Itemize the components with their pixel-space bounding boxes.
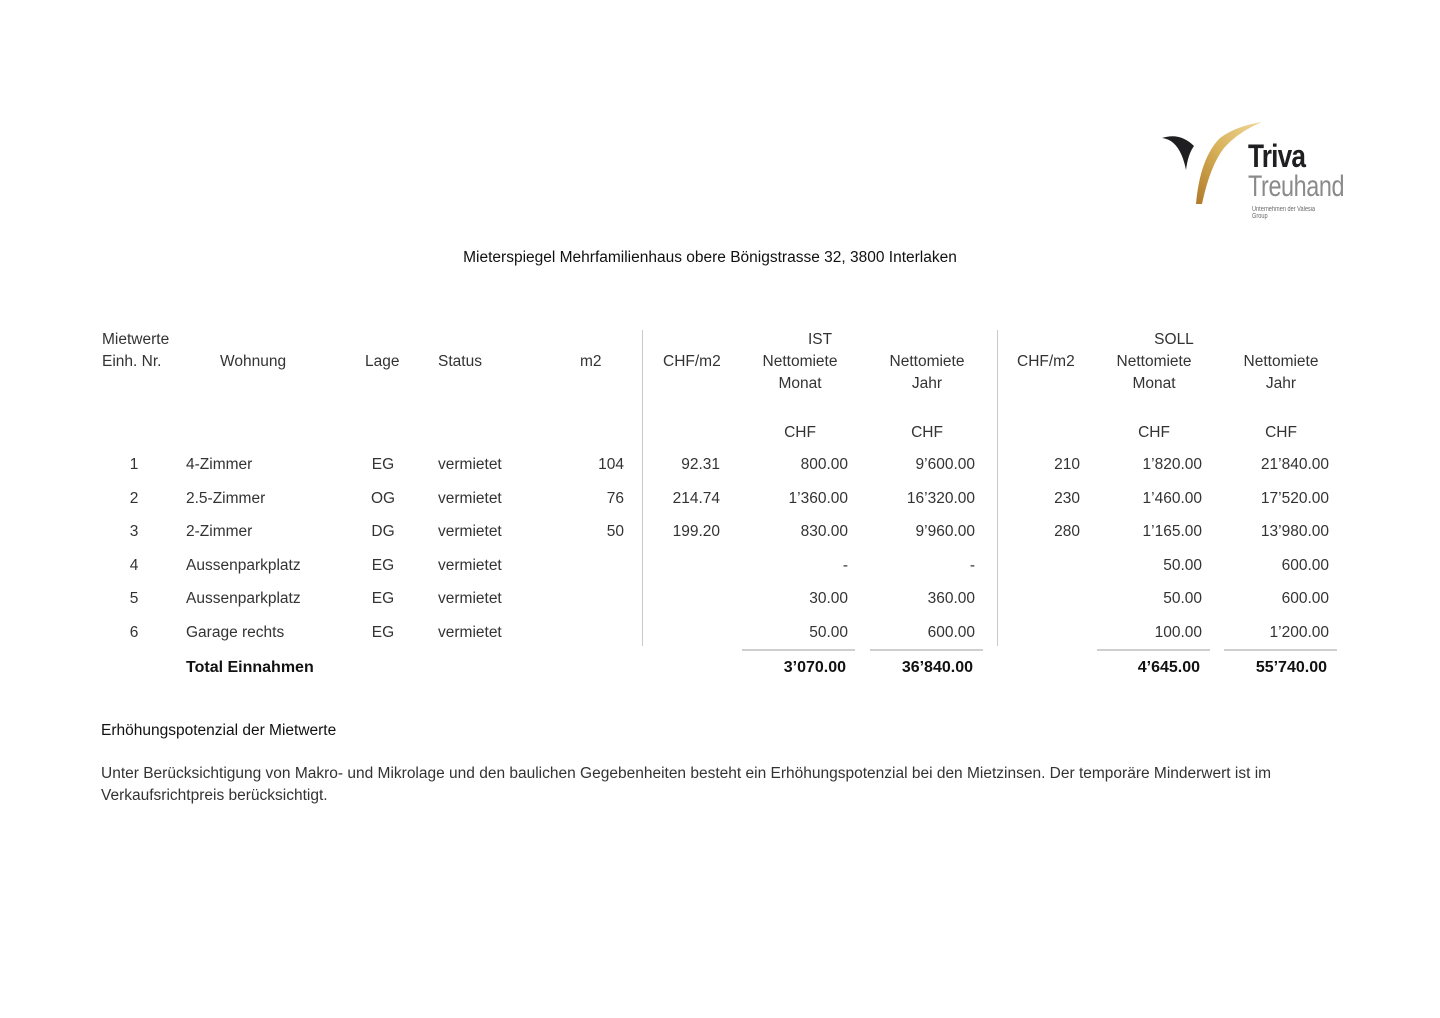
total-ist-jahr: 36’840.00 (901, 659, 973, 676)
section-body: Unter Berücksichtigung von Makro- und Mikrolage und den baulichen Gegebenheiten besteht ein Erhöhungspotenzial bei den Mietzinsen. Der temporäre Minderwert ist im Verkaufsrichtpreis berücksichtigt. (101, 765, 1272, 804)
cell-ist-chf-m2: 199.20 (672, 523, 720, 541)
cell-soll-jahr: 17’520.00 (1260, 489, 1329, 507)
header-ist-jahr-currency: CHF (911, 424, 943, 441)
header-wohnung: Wohnung (220, 353, 287, 370)
sum-line-soll-jahr (1224, 649, 1337, 651)
header-ist-monat-line2: Monat (778, 375, 822, 392)
total-soll-monat: 4’645.00 (1137, 659, 1200, 676)
total-soll-jahr: 55’740.00 (1255, 659, 1327, 676)
cell-status: vermietet (438, 456, 502, 473)
header-mietwerte: Mietwerte (102, 331, 170, 348)
cell-ist-jahr: - (969, 556, 975, 574)
header-soll-jahr-line2: Jahr (1265, 375, 1297, 392)
cell-lage: DG (371, 523, 395, 541)
header-ist-jahr-line2: Jahr (911, 375, 943, 392)
cell-lage: OG (370, 489, 396, 507)
cell-status: vermietet (438, 523, 502, 541)
cell-ist-monat: - (842, 556, 848, 574)
cell-ist-monat: 800.00 (800, 456, 848, 473)
cell-m2: 104 (598, 456, 624, 473)
sum-line-ist-jahr (870, 649, 983, 651)
header-einh-nr: Einh. Nr. (102, 353, 162, 370)
cell-soll-chf-m2: 230 (1054, 489, 1080, 507)
sum-line-soll-monat (1097, 649, 1210, 651)
column-divider-ist (642, 330, 643, 646)
cell-wohnung: 2.5-Zimmer (186, 489, 266, 507)
cell-status: vermietet (438, 556, 502, 574)
cell-ist-jahr: 9’600.00 (915, 456, 975, 473)
document-title: Mieterspiegel Mehrfamilienhaus obere Bönigstrasse 32, 3800 Interlaken (463, 249, 957, 266)
cell-soll-monat: 1’460.00 (1142, 489, 1202, 507)
cell-ist-monat: 830.00 (800, 523, 848, 541)
cell-wohnung: Aussenparkplatz (186, 590, 301, 608)
cell-wohnung: Aussenparkplatz (186, 556, 301, 574)
cell-lage: EG (371, 624, 395, 641)
header-soll-monat-line2: Monat (1132, 375, 1176, 392)
cell-m2: 76 (606, 489, 624, 507)
cell-ist-chf-m2: 92.31 (681, 456, 720, 473)
logo-brand-name: Triva (1248, 138, 1306, 174)
cell-soll-monat: 1’820.00 (1142, 456, 1202, 473)
header-ist-group: IST (807, 331, 833, 348)
header-ist-jahr-line1: Nettomiete (889, 353, 965, 370)
cell-wohnung: Garage rechts (186, 624, 285, 641)
header-status: Status (438, 353, 482, 370)
header-soll-monat-currency: CHF (1138, 424, 1170, 441)
cell-status: vermietet (438, 624, 502, 641)
cell-status: vermietet (438, 590, 502, 608)
cell-ist-chf-m2: 214.74 (672, 489, 720, 507)
cell-ist-jahr: 9’960.00 (915, 523, 975, 541)
total-ist-monat: 3’070.00 (783, 659, 846, 676)
cell-lage: EG (371, 556, 395, 574)
cell-ist-jahr: 600.00 (927, 624, 975, 641)
header-ist-chf-m2: CHF/m2 (663, 353, 721, 370)
logo-tagline: Unternehmen der Valesia Group (1252, 206, 1316, 220)
cell-soll-monat: 50.00 (1163, 590, 1202, 608)
cell-soll-jahr: 600.00 (1281, 590, 1329, 608)
cell-ist-monat: 50.00 (809, 624, 848, 641)
cell-nr: 1 (129, 456, 139, 473)
cell-soll-monat: 1’165.00 (1142, 523, 1202, 541)
cell-wohnung: 4-Zimmer (186, 456, 253, 473)
cell-soll-jahr: 600.00 (1281, 556, 1329, 574)
header-ist-monat-line1: Nettomiete (762, 353, 838, 370)
cell-nr: 6 (129, 624, 139, 641)
column-divider-soll (997, 330, 998, 646)
cell-soll-monat: 50.00 (1163, 556, 1202, 574)
cell-status: vermietet (438, 489, 502, 507)
cell-m2: 50 (606, 523, 624, 541)
cell-soll-jahr: 13’980.00 (1260, 523, 1329, 541)
company-logo (1158, 118, 1348, 220)
header-lage: Lage (365, 353, 400, 370)
cell-ist-jahr: 360.00 (927, 590, 975, 608)
total-label: Total Einnahmen (186, 659, 314, 676)
cell-lage: EG (371, 590, 395, 608)
cell-soll-jahr: 21’840.00 (1260, 456, 1329, 473)
section-title: Erhöhungspotenzial der Mietwerte (101, 722, 337, 739)
header-soll-chf-m2: CHF/m2 (1017, 353, 1075, 370)
logo-brand-subname: Treuhand (1248, 170, 1345, 203)
cell-wohnung: 2-Zimmer (186, 523, 253, 541)
cell-nr: 3 (129, 523, 139, 541)
cell-soll-chf-m2: 280 (1054, 523, 1080, 541)
cell-nr: 5 (129, 590, 139, 608)
header-soll-jahr-line1: Nettomiete (1243, 353, 1319, 370)
cell-soll-chf-m2: 210 (1054, 456, 1080, 473)
header-soll-jahr-currency: CHF (1265, 424, 1297, 441)
header-ist-monat-currency: CHF (784, 424, 816, 441)
cell-lage: EG (371, 456, 395, 473)
cell-ist-monat: 30.00 (809, 590, 848, 608)
cell-soll-monat: 100.00 (1154, 624, 1202, 641)
cell-soll-jahr: 1’200.00 (1269, 624, 1329, 641)
sum-line-ist-monat (742, 649, 855, 651)
cell-nr: 4 (129, 556, 139, 574)
cell-ist-monat: 1’360.00 (788, 489, 848, 507)
cell-ist-jahr: 16’320.00 (906, 489, 975, 507)
header-soll-group: SOLL (1154, 331, 1194, 348)
cell-nr: 2 (129, 489, 139, 507)
header-soll-monat-line1: Nettomiete (1116, 353, 1192, 370)
header-m2: m2 (580, 353, 602, 370)
